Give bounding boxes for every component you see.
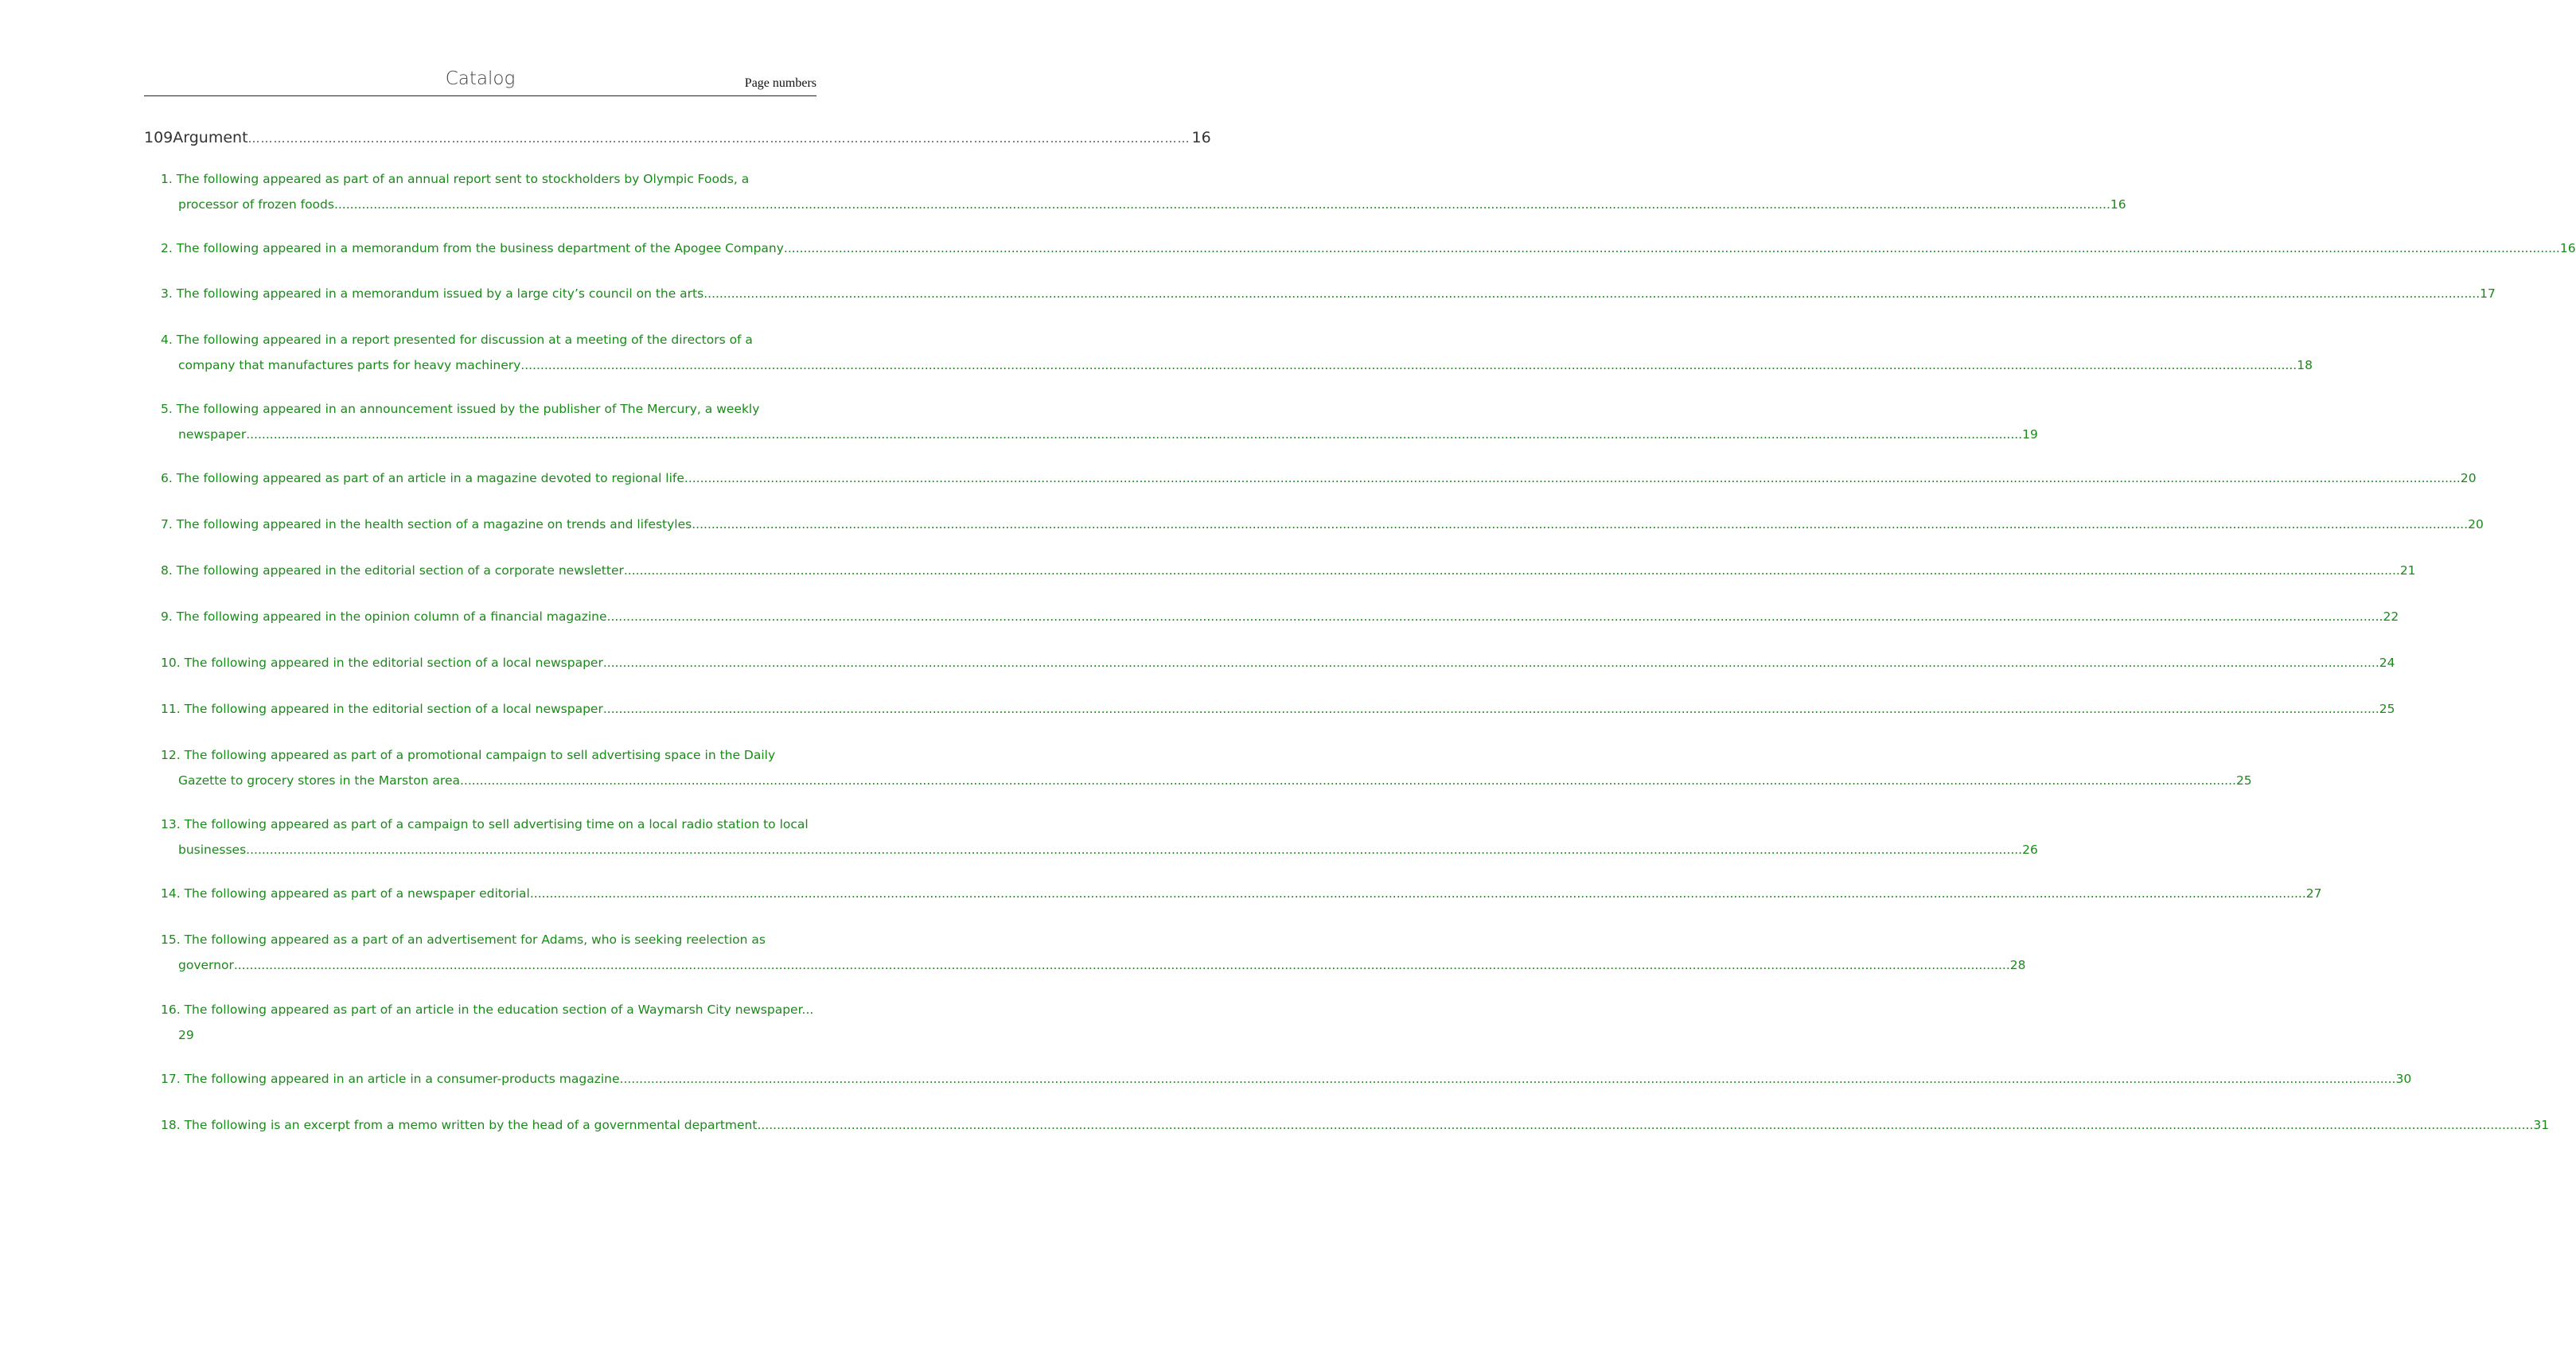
toc-entry[interactable] — [161, 465, 2477, 491]
dot-leader — [684, 465, 2461, 491]
entry-title-continued: Gazette to grocery stores in the Marston area — [178, 773, 460, 788]
entry-title: 4. The following appeared in a report presented for discussion at a meeting of the directors of a — [161, 333, 753, 347]
entry-title-continued: company that manufactures parts for heavy machinery — [178, 358, 521, 372]
entry-title: 14. The following appeared as part of a newspaper editorial — [161, 886, 530, 901]
entry-title-continued: 29 — [178, 1028, 194, 1042]
entry-page-number: 30 — [2395, 1072, 2412, 1086]
entry-page-number: 18 — [2297, 358, 2313, 372]
toc-entry[interactable] — [161, 650, 2395, 676]
entry-page-number: 25 — [2379, 702, 2395, 716]
dot-leader — [620, 1066, 2396, 1092]
entry-page-number: 20 — [2460, 471, 2477, 485]
dot-leader — [603, 650, 2379, 676]
entry-title: 5. The following appeared in an announcement issued by the publisher of The Mercury, a weekly — [161, 402, 760, 416]
entry-title-continued: businesses — [178, 843, 247, 857]
entry-title: 3. The following appeared in a memorandum issued by a large city’s council on the arts — [161, 286, 704, 301]
entry-page-number: 31 — [2533, 1118, 2550, 1132]
dot-leader — [246, 422, 2022, 447]
dot-leader — [603, 696, 2379, 722]
toc-entry[interactable] — [161, 604, 2399, 629]
toc-entry[interactable] — [161, 558, 2416, 583]
toc-entry[interactable] — [161, 236, 2576, 261]
entry-page-number: 16 — [2110, 197, 2126, 212]
toc-entry[interactable] — [161, 327, 2313, 378]
entry-title: 13. The following appeared as part of a campaign to sell advertising time on a local radio station to local — [161, 817, 809, 831]
dot-leader — [757, 1112, 2533, 1138]
entry-page-number: 19 — [2022, 427, 2038, 442]
toc-entry[interactable] — [161, 281, 2496, 306]
dot-leader — [246, 837, 2022, 862]
entry-title: 11. The following appeared in the editorial section of a local newspaper — [161, 702, 603, 716]
section-page-number: 16 — [1191, 129, 1211, 146]
toc-entry[interactable] — [161, 396, 2038, 447]
section-dot-leader: …………………………………………………………………………………………………………………………………………………………………………………………………… — [247, 131, 1191, 146]
entry-title-continued: governor — [178, 958, 234, 972]
dot-leader — [703, 281, 2480, 306]
entry-title: 15. The following appeared as a part of an advertisement for Adams, who is seeking reelection as — [161, 932, 766, 947]
toc-entry[interactable] — [161, 812, 2038, 862]
entry-title: 7. The following appeared in the health section of a magazine on trends and lifestyles — [161, 517, 692, 531]
section-title: Argument — [173, 129, 248, 146]
toc-entry[interactable] — [161, 512, 2484, 537]
entry-page-number: 22 — [2383, 609, 2399, 624]
toc-entry[interactable] — [161, 1066, 2412, 1092]
entry-title: 12. The following appeared as part of a promotional campaign to sell advertising space in the Daily — [161, 748, 776, 762]
dot-leader — [520, 352, 2297, 378]
entry-title: 6. The following appeared as part of an article in a magazine devoted to regional life — [161, 471, 684, 485]
entry-title: 1. The following appeared as part of an annual report sent to stockholders by Olympic Foods, a — [161, 172, 750, 186]
dot-leader — [334, 192, 2110, 217]
entry-page-number: 17 — [2480, 286, 2496, 301]
toc-entry[interactable] — [161, 1112, 2550, 1138]
section-heading — [144, 129, 1211, 151]
entry-title: 9. The following appeared in the opinion column of a financial magazine — [161, 609, 607, 624]
toc-entry[interactable] — [161, 166, 2126, 217]
toc-entry[interactable] — [161, 696, 2395, 722]
entry-title: 17. The following appeared in an article in a consumer-products magazine — [161, 1072, 620, 1086]
dot-leader — [530, 881, 2306, 906]
entry-page-number: 27 — [2305, 886, 2322, 901]
toc-entry[interactable] — [161, 742, 2252, 793]
entry-page-number: 16 — [2559, 241, 2576, 255]
entry-title-continued: newspaper — [178, 427, 247, 442]
entry-page-number: 25 — [2235, 773, 2252, 788]
dot-leader — [607, 604, 2383, 629]
entry-title: 18. The following is an excerpt from a memo written by the head of a governmental department — [161, 1118, 758, 1132]
section-number: 109 — [144, 129, 173, 146]
entry-page-number: 24 — [2379, 656, 2395, 670]
dot-leader — [624, 558, 2400, 583]
entry-title: 16. The following appeared as part of an article in the education section of a Waymarsh City newspaper... — [161, 1003, 814, 1017]
entry-page-number: 21 — [2399, 563, 2416, 578]
dot-leader — [692, 512, 2468, 537]
entry-title-continued: processor of frozen foods — [178, 197, 334, 212]
dot-leader — [460, 768, 2236, 793]
toc-entry[interactable] — [161, 927, 2026, 978]
entry-title: 8. The following appeared in the editorial section of a corporate newsletter — [161, 563, 624, 578]
dot-leader — [784, 236, 2560, 261]
toc-entry[interactable] — [161, 997, 816, 1048]
entry-title: 2. The following appeared in a memorandum from the business department of the Apogee Company — [161, 241, 784, 255]
entry-page-number: 20 — [2468, 517, 2484, 531]
toc-entry[interactable] — [161, 881, 2322, 906]
page-title: Catalog — [445, 68, 516, 89]
page-numbers-label: Page numbers — [744, 76, 816, 90]
page-header — [144, 67, 816, 96]
dot-leader — [234, 952, 2010, 978]
entry-page-number: 28 — [2009, 958, 2026, 972]
entry-title: 10. The following appeared in the editorial section of a local newspaper — [161, 656, 603, 670]
entry-page-number: 26 — [2022, 843, 2038, 857]
